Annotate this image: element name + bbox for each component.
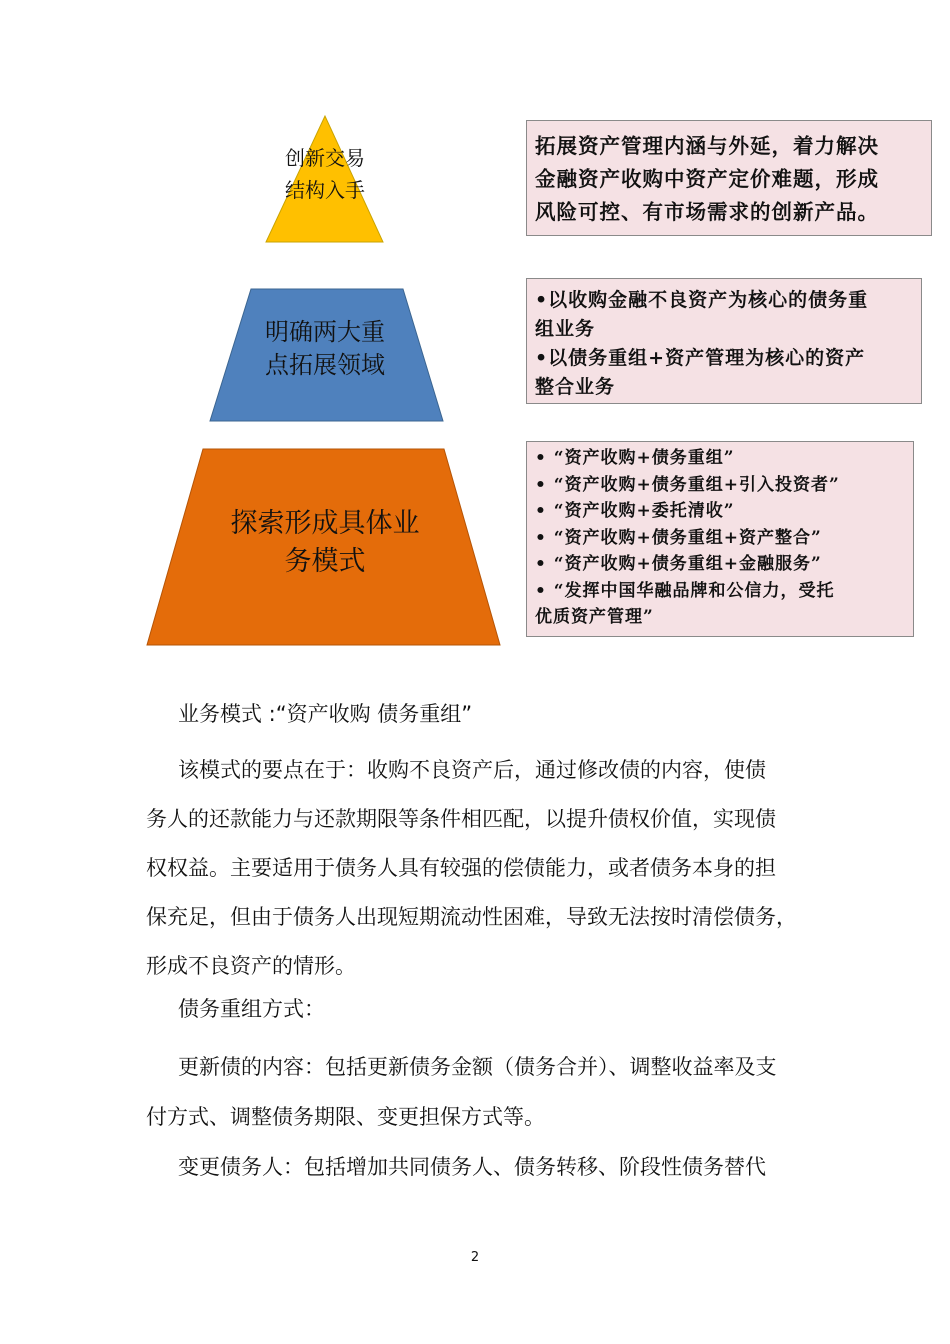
tier-top-line-1: 创新交易	[285, 146, 365, 170]
paragraph-1	[146, 746, 816, 991]
box-middle-line: •以债务重组+资产管理为核心的资产	[535, 347, 866, 369]
box-middle	[526, 278, 922, 404]
tier-top-text	[250, 142, 400, 206]
box-middle-line: 整合业务	[535, 376, 616, 398]
box-middle-line: •以收购金融不良资产为核心的债务重	[535, 289, 869, 311]
tier-bottom-line-2: 务模式	[284, 546, 366, 577]
tier-bottom-text	[160, 505, 490, 581]
paragraph-line: 该模式的要点在于：收购不良资产后，通过修改债的内容，使债	[178, 758, 766, 782]
section-heading: 业务模式 :“资产收购 债务重组”	[178, 702, 473, 726]
box-middle-line: 组业务	[535, 318, 596, 340]
paragraph-line: 更新债的内容：包括更新债务金额（债务合并）、调整收益率及支	[178, 1055, 777, 1079]
box-top	[526, 120, 932, 236]
box-top-line: 金融资产收购中资产定价难题，形成	[535, 167, 879, 191]
paragraph-line: 务人的还款能力与还款期限等条件相匹配，以提升债权价值，实现债	[146, 807, 776, 831]
box-bottom-line: • “资产收购+债务重组+资产整合”	[535, 527, 822, 548]
box-bottom-line: • “资产收购+债务重组+引入投资者”	[535, 474, 840, 495]
box-bottom	[526, 441, 914, 637]
paragraph-line: 变更债务人：包括增加共同债务人、债务转移、阶段性债务替代	[178, 1155, 766, 1179]
box-bottom-line: 优质资产管理”	[535, 607, 654, 627]
box-bottom-line: • “资产收购+委托清收”	[535, 501, 735, 521]
tier-middle-line-1: 明确两大重	[265, 318, 385, 346]
box-top-line: 风险可控、有市场需求的创新产品。	[535, 200, 879, 224]
box-bottom-line: • “发挥中国华融品牌和公信力，受托	[535, 580, 835, 601]
box-top-line: 拓展资产管理内涵与外延，着力解决	[535, 134, 879, 158]
paragraph-line: 付方式、调整债务期限、变更担保方式等。	[146, 1105, 545, 1129]
paragraph-line: 保充足，但由于债务人出现短期流动性困难，导致无法按时清偿债务，	[146, 905, 797, 929]
heading-2: 债务重组方式：	[178, 997, 325, 1021]
box-bottom-line: • “资产收购+债务重组+金融服务”	[535, 554, 822, 574]
tier-middle-text	[215, 316, 435, 382]
tier-top-line-2: 结构入手	[285, 178, 365, 202]
page-number: 2	[470, 1250, 480, 1265]
paragraph-line: 权权益。主要适用于债务人具有较强的偿债能力，或者债务本身的担	[146, 856, 776, 880]
paragraph-line: 形成不良资产的情形。	[146, 954, 356, 978]
tier-bottom-line-1: 探索形成具体业	[230, 508, 420, 539]
tier-middle-line-2: 点拓展领域	[265, 351, 385, 379]
box-bottom-line: • “资产收购+债务重组”	[535, 448, 735, 468]
paragraph-2	[146, 1042, 816, 1142]
paragraph-3	[146, 1142, 816, 1192]
